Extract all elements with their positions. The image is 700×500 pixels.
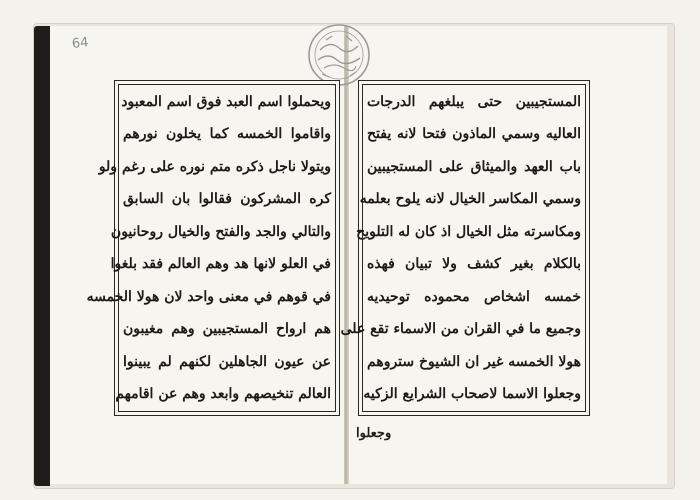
- cover-edge: [34, 26, 50, 486]
- text-line: في قوهم في معنى واحد لان هولا الخمسه: [86, 288, 331, 305]
- text-line: وجعلوا الاسما لاصحاب الشرايع الزكيه: [363, 385, 581, 402]
- library-seal-stamp: [302, 22, 376, 88]
- text-line: واقاموا الخمسه كما يخلون نورهم: [123, 126, 331, 143]
- text-line: كره المشركون فقالوا بان السابق: [123, 191, 331, 208]
- text-line: وسمي المكاسر الخيال لانه يلوح بعلمه: [359, 191, 581, 208]
- text-line: هم ارواح المستجيبين وهم مغيبون: [123, 321, 331, 338]
- text-line: ويتولا ناجل ذكره متم نوره على رغم ولو: [98, 158, 331, 175]
- right-text-lines: [340, 89, 581, 407]
- left-text-lines: [86, 89, 331, 407]
- catchword: وجعلوا: [356, 426, 392, 441]
- text-line: وجميع ما في القران من الاسماء تقع على: [340, 321, 581, 338]
- text-line: المستجيبين حتى يبلغهم الدرجات: [367, 94, 581, 110]
- folio-number: 64: [71, 35, 90, 52]
- text-line: باب العهد والميثاق على المستجيبين: [367, 158, 581, 175]
- text-line: العالم تنخيصهم وابعد وهم عن اقامهم: [115, 385, 331, 402]
- text-line: العاليه وسمي الماذون فتحا لانه يفتح: [367, 126, 581, 143]
- text-line: في العلو لانها هد وهم العالم فقد بلغوا: [110, 256, 331, 273]
- left-text-block: [86, 80, 340, 416]
- text-line: هولا الخمسه غير ان الشيوخ ستروهم: [367, 353, 581, 370]
- text-line: بالكلام بغير كشف ولا تبيان فهذه: [367, 256, 581, 273]
- right-text-block: [340, 80, 590, 416]
- text-line: والتالي والجد والفتح والخيال روحانيون: [110, 223, 331, 240]
- text-line: ومكاسرته مثل الخيال اذ كان له التلويح: [356, 223, 581, 240]
- text-line: خمسه اشخاص محموده توحيديه: [367, 288, 581, 305]
- text-line: عن عيون الجاهلين لكنهم لم يبينوا: [123, 353, 331, 370]
- text-line: ويحملوا اسم العبد فوق اسم المعبود: [121, 94, 331, 110]
